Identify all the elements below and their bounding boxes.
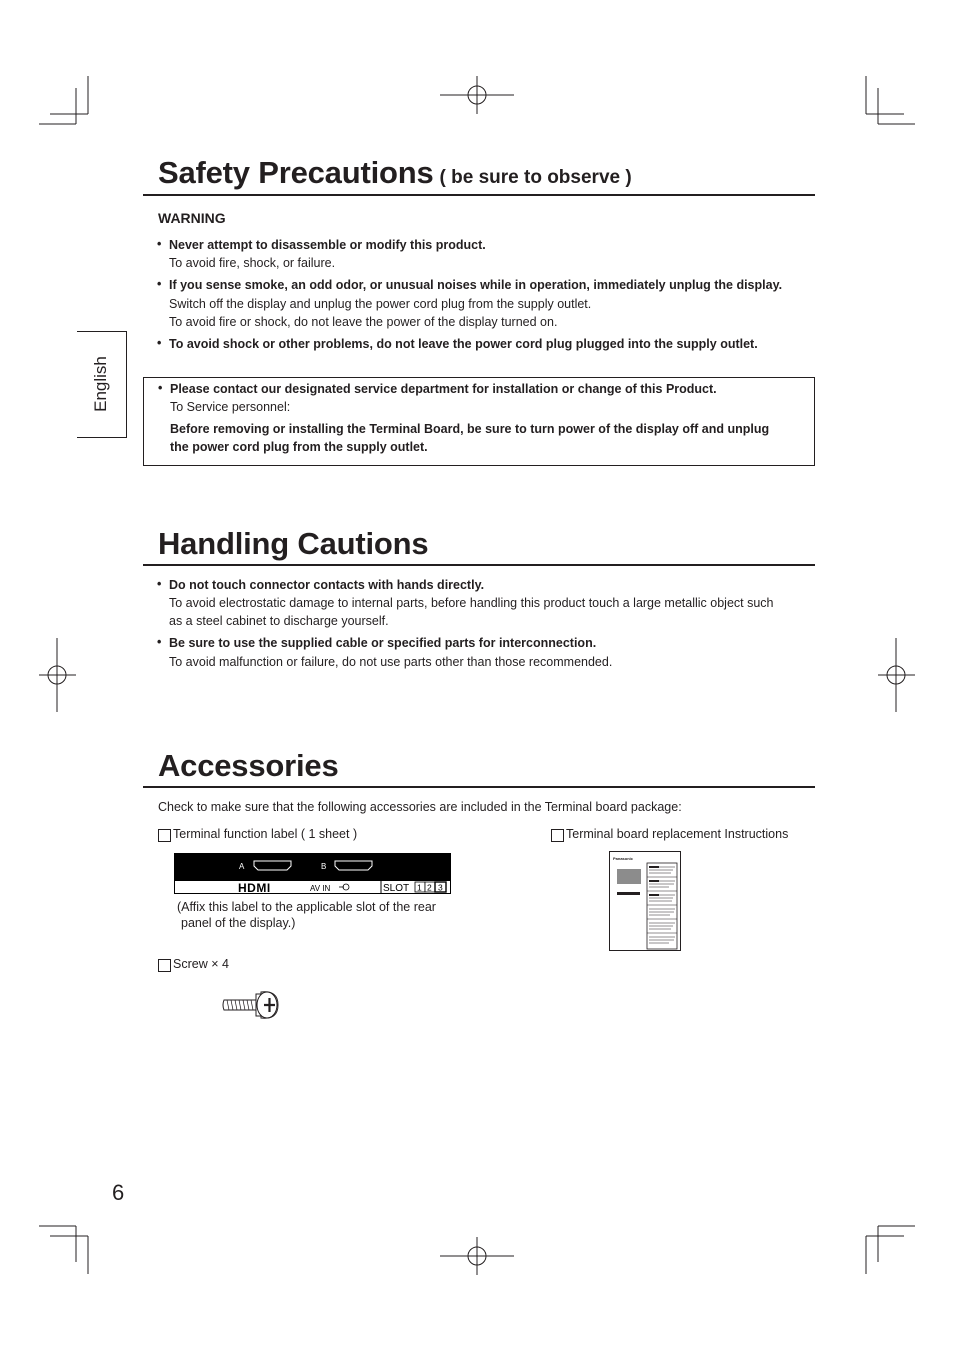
- safety-rule: [143, 194, 815, 196]
- bullet: •: [157, 577, 162, 591]
- safety-title-text: Safety Precautions: [158, 155, 434, 190]
- instructions-checkbox: [551, 829, 564, 842]
- warning-item-text: To avoid fire or shock, do not leave the power of the display turned on.: [169, 315, 558, 329]
- bullet: •: [158, 381, 163, 395]
- instructions-item: Terminal board replacement Instructions: [566, 827, 789, 841]
- label-checkbox: [158, 829, 171, 842]
- screw-icon: [220, 986, 282, 1024]
- port-b-letter: B: [321, 862, 327, 871]
- slot-number-3: 3: [438, 882, 443, 893]
- hdmi-logo: HDMI: [238, 881, 271, 895]
- warning-item-text: Switch off the display and unplug the power cord plug from the supply outlet.: [169, 297, 592, 311]
- caution-item-heading: Do not touch connector contacts with hands directly.: [169, 578, 485, 592]
- bullet: •: [157, 336, 162, 350]
- safety-subtitle: ( be sure to observe ): [439, 167, 632, 188]
- page-number: 6: [112, 1180, 125, 1205]
- av-in-text: AV IN: [310, 884, 331, 893]
- warning-item-text: To avoid fire, shock, or failure.: [169, 256, 336, 270]
- bullet: •: [157, 635, 162, 649]
- handling-title: Handling Cautions: [158, 526, 429, 561]
- warning-item-heading: To avoid shock or other problems, do not leave the power cord plug plugged into the supply outlet.: [169, 337, 758, 351]
- instructions-booklet-icon: [609, 851, 682, 952]
- warning-label: WARNING: [158, 210, 226, 226]
- bullet: •: [157, 237, 162, 251]
- label-item: Terminal function label ( 1 sheet ): [173, 827, 358, 841]
- slot-number-2: 2: [427, 882, 432, 893]
- service-notice-text: To Service personnel:: [170, 400, 291, 414]
- service-notice-bold: Before removing or installing the Terminal Board, be sure to turn power of the display off and unplug: [170, 422, 770, 436]
- screw-checkbox: [158, 959, 171, 972]
- slot-text: SLOT: [383, 883, 410, 894]
- service-notice-heading: Please contact our designated service department for installation or change of this Product.: [170, 382, 717, 396]
- accessories-intro: Check to make sure that the following accessories are included in the Terminal board package:: [158, 800, 682, 814]
- warning-item-heading: If you sense smoke, an odd odor, or unusual noises while in operation, immediately unplug the display.: [169, 278, 783, 292]
- port-a-letter: A: [239, 862, 245, 871]
- slot-number-1: 1: [417, 882, 422, 893]
- screw-item: Screw × 4: [173, 957, 229, 971]
- accessories-rule: [143, 786, 815, 788]
- bullet: •: [157, 277, 162, 291]
- caution-item-heading: Be sure to use the supplied cable or specified parts for interconnection.: [169, 636, 597, 650]
- caution-item-text: as a steel cabinet to discharge yourself.: [169, 614, 389, 628]
- service-notice-bold: the power cord plug from the supply outlet.: [170, 440, 428, 454]
- manual-brand: Panasonic: [613, 856, 634, 861]
- terminal-function-label: [174, 853, 452, 895]
- language-tab-label: English: [91, 356, 110, 412]
- label-note: panel of the display.): [181, 916, 296, 930]
- caution-item-text: To avoid malfunction or failure, do not use parts other than those recommended.: [169, 655, 613, 669]
- warning-item-heading: Never attempt to disassemble or modify this product.: [169, 238, 486, 252]
- caution-item-text: To avoid electrostatic damage to internal parts, before handling this product touch a large metallic object such: [169, 596, 774, 610]
- accessories-title: Accessories: [158, 748, 339, 783]
- label-note: (Affix this label to the applicable slot of the rear: [177, 900, 436, 914]
- handling-rule: [143, 564, 815, 566]
- safety-title: [158, 155, 632, 191]
